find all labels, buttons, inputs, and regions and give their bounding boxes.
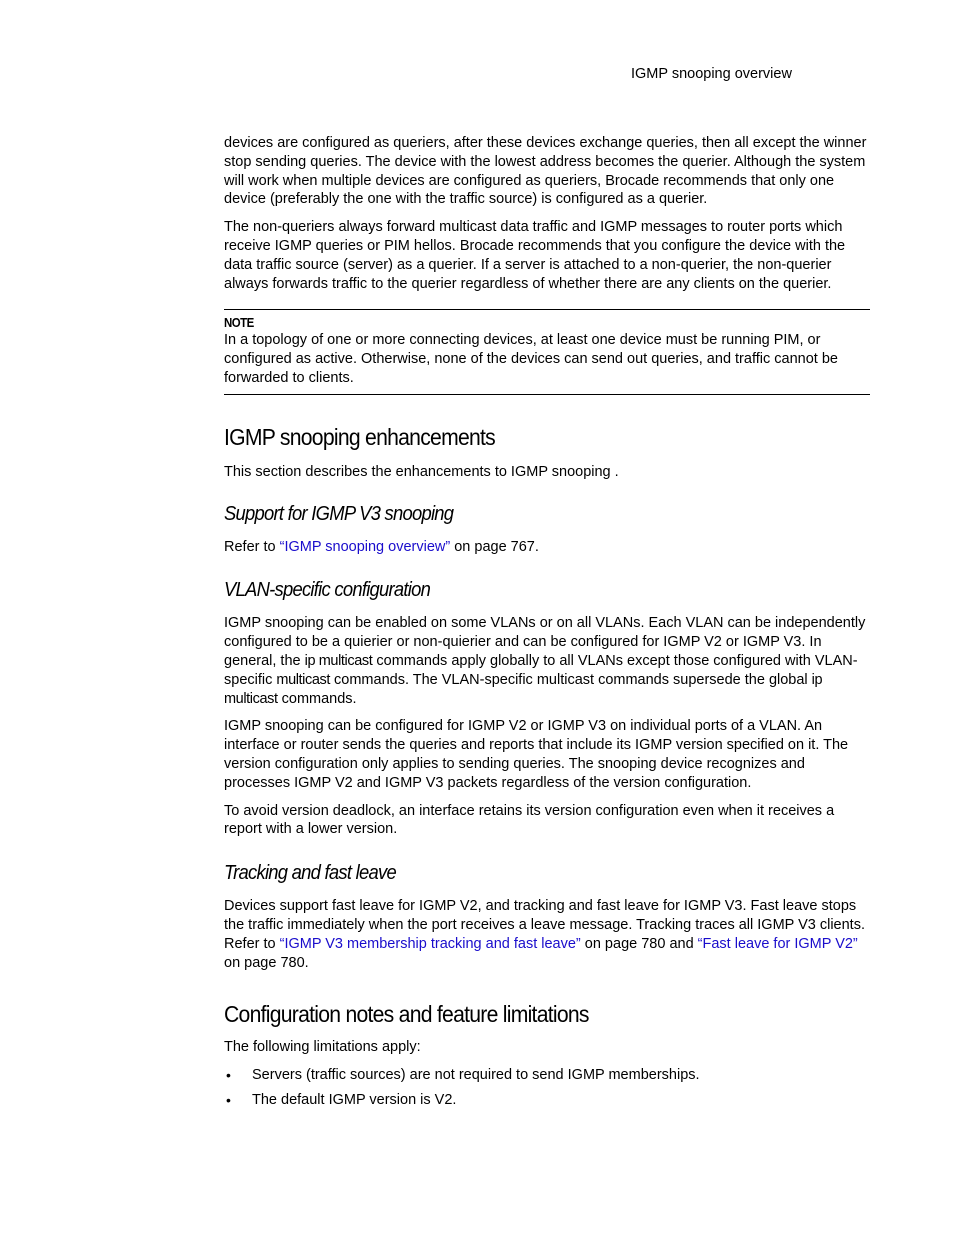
tracking-text-b: on page 780 and [580, 935, 698, 952]
vlan-p1-text-a: IGMP snooping can be enabled on some VLANs or on all VLANs. Each VLAN can be independently configured to be a quierier or non-quierier and can be configured for IGMP V2 or IGMP V3. In general, the [224, 615, 866, 669]
tracking-paragraph [224, 897, 870, 972]
intro-paragraph-1: devices are configured as queriers, after these devices exchange queries, then all except the winner stop sending queries. The device with the lowest address becomes the querier. Although the system will work when multiple devices are configured as queriers, Brocade recommends that only one device (preferably the one with the traffic source) is configured as a querier. [224, 135, 867, 208]
note-box [224, 309, 870, 394]
list-item [224, 1091, 870, 1110]
enhancements-intro: This section describes the enhancements to IGMP snooping . [224, 463, 619, 480]
command-multicast: multicast [276, 671, 330, 688]
v3-refer-paragraph [224, 538, 870, 557]
vlan-paragraph-1 [224, 614, 870, 708]
heading-vlan-specific-configuration: VLAN-specific configuration [224, 579, 431, 602]
v3-refer-post: on page 767. [450, 538, 539, 555]
heading-tracking-and-fast-leave: Tracking and fast leave [224, 862, 396, 885]
page-content [224, 134, 870, 1116]
list-item-text: Servers (traffic sources) are not required to send IGMP memberships. [252, 1067, 700, 1084]
list-item-text: The default IGMP version is V2. [252, 1091, 457, 1108]
vlan-paragraph-2: IGMP snooping can be configured for IGMP V2 or IGMP V3 on individual ports of a VLAN. An interface or router sends the queries and reports that include its IGMP version specified on it. The version configuration only applies to sending queries. The snooping device recognizes and processes IGMP V2 and IGMP V3 packets regardless of the version configuration. [224, 718, 849, 791]
bullet-icon: • [226, 1067, 231, 1084]
intro-paragraph-2: The non-queriers always forward multicast data traffic and IGMP messages to router ports which receive IGMP queries or PIM hellos. Brocade recommends that you configure the device with the data traffic source (server) as a querier. If a server is attached to a non-querier, the non-querier always forwards traffic to the querier regardless of whether there are any clients on the querier. [224, 219, 846, 292]
vlan-p1-text-d: commands. [277, 690, 357, 707]
link-igmp-v3-membership-tracking[interactable]: “IGMP V3 membership tracking and fast leave” [279, 935, 581, 952]
vlan-paragraph-3: To avoid version deadlock, an interface retains its version configuration even when it receives a report with a lower version. [224, 802, 835, 838]
link-igmp-snooping-overview[interactable]: “IGMP snooping overview” [279, 538, 451, 555]
heading-configuration-notes: Configuration notes and feature limitations [224, 1001, 589, 1028]
heading-igmp-snooping-enhancements: IGMP snooping enhancements [224, 423, 496, 450]
running-head: IGMP snooping overview [631, 66, 792, 82]
v3-refer-pre: Refer to [224, 538, 280, 555]
tracking-text-c: on page 780. [224, 954, 309, 971]
command-ip-multicast-2: ip multicast [224, 671, 823, 707]
link-fast-leave-igmp-v2[interactable]: “Fast leave for IGMP V2” [697, 935, 858, 952]
command-ip-multicast: ip multicast [304, 652, 373, 669]
vlan-p1-text-c: commands. The VLAN-specific multicast commands supersede the global [330, 671, 812, 688]
note-text: In a topology of one or more connecting devices, at least one device must be running PIM, or configured as active. Otherwise, none of the devices can send out queries, and traffic cannot be forwarded to clients. [224, 332, 838, 386]
tracking-text-a: Devices support fast leave for IGMP V2, and tracking and fast leave for IGMP V3. Fast leave stops the traffic immediately when the port receives a leave message. Tracking traces all IGMP V3 clients. Refer to [224, 898, 865, 952]
heading-support-igmp-v3: Support for IGMP V3 snooping [224, 502, 454, 525]
vlan-p1-text-b: commands apply globally to all VLANs except those configured with VLAN-specific [224, 652, 858, 688]
limitations-list [224, 1066, 870, 1110]
note-label: NOTE [224, 315, 254, 331]
list-item [224, 1066, 870, 1085]
limitations-intro: The following limitations apply: [224, 1039, 421, 1056]
bullet-icon: • [226, 1091, 231, 1108]
